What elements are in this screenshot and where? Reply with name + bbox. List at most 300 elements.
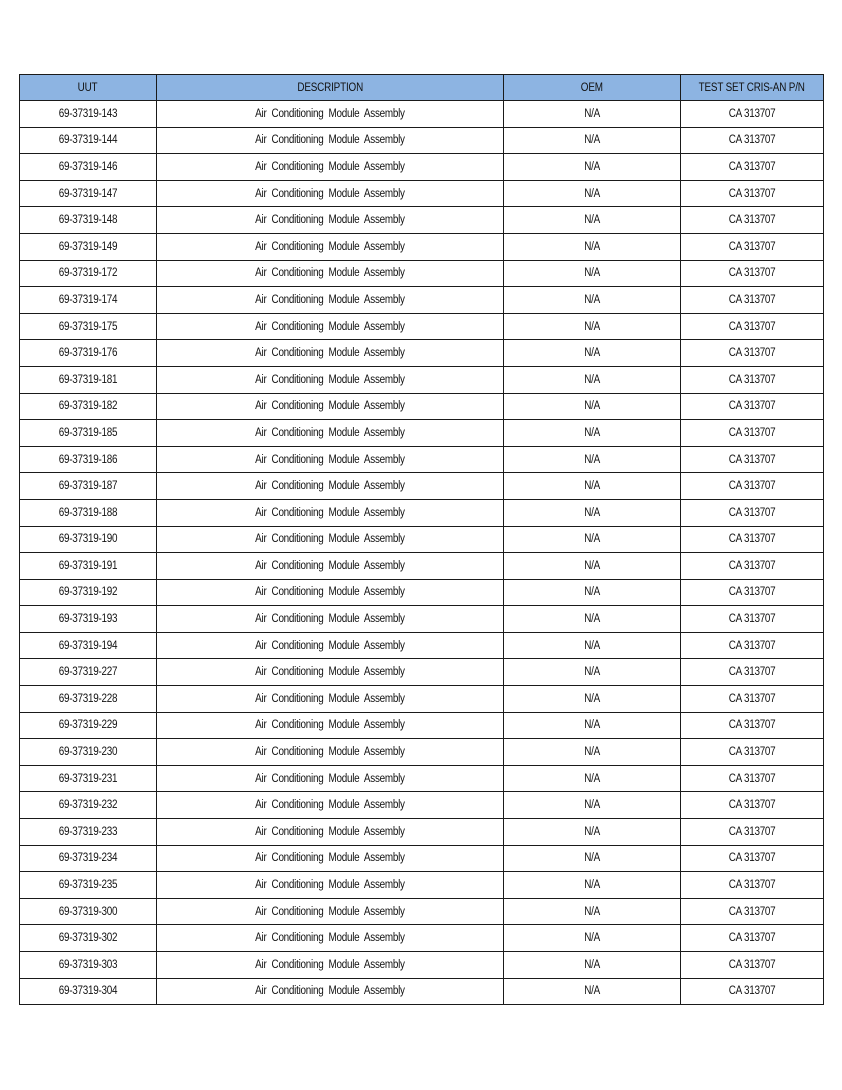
table-row	[20, 473, 824, 500]
uut-cell	[20, 260, 157, 287]
table-row	[20, 978, 824, 1005]
test-set-cell-text: CA 313707	[728, 772, 776, 785]
oem-cell	[504, 233, 681, 260]
oem-cell-text: N/A	[584, 985, 600, 998]
uut-cell	[20, 952, 157, 979]
description-cell	[157, 792, 504, 819]
uut-cell	[20, 739, 157, 766]
uut-cell	[20, 579, 157, 606]
test-set-cell	[681, 686, 824, 713]
description-cell-text: Air Conditioning Module Assembly	[255, 453, 405, 466]
oem-cell-text: N/A	[584, 613, 600, 626]
uut-cell	[20, 792, 157, 819]
description-cell-text: Air Conditioning Module Assembly	[255, 160, 405, 173]
test-set-cell-text: CA 313707	[728, 160, 776, 173]
description-cell-text: Air Conditioning Module Assembly	[255, 825, 405, 838]
oem-cell	[504, 393, 681, 420]
oem-cell-text: N/A	[584, 214, 600, 227]
description-cell	[157, 393, 504, 420]
uut-cell	[20, 765, 157, 792]
oem-cell-text: N/A	[584, 719, 600, 732]
description-cell-text: Air Conditioning Module Assembly	[255, 134, 405, 147]
description-cell	[157, 260, 504, 287]
table-row	[20, 233, 824, 260]
description-cell	[157, 499, 504, 526]
uut-cell-text: 69-37319-144	[58, 134, 118, 147]
test-set-cell-text: CA 313707	[728, 825, 776, 838]
oem-cell	[504, 260, 681, 287]
description-cell	[157, 287, 504, 314]
uut-cell-text: 69-37319-176	[58, 347, 118, 360]
table-header	[20, 75, 824, 101]
test-set-cell	[681, 845, 824, 872]
uut-cell	[20, 606, 157, 633]
uut-cell	[20, 553, 157, 580]
test-set-cell-text: CA 313707	[728, 400, 776, 413]
description-cell	[157, 420, 504, 447]
test-set-cell	[681, 765, 824, 792]
oem-cell-text: N/A	[584, 905, 600, 918]
table-row	[20, 313, 824, 340]
test-set-cell	[681, 526, 824, 553]
oem-cell	[504, 287, 681, 314]
uut-cell	[20, 340, 157, 367]
test-set-cell-text: CA 313707	[728, 639, 776, 652]
test-set-cell	[681, 925, 824, 952]
uut-cell-text: 69-37319-232	[58, 799, 118, 812]
uut-cell	[20, 233, 157, 260]
oem-cell-text: N/A	[584, 293, 600, 306]
description-cell	[157, 765, 504, 792]
test-set-cell-text: CA 313707	[728, 958, 776, 971]
description-cell-text: Air Conditioning Module Assembly	[255, 426, 405, 439]
uut-cell-text: 69-37319-175	[58, 320, 118, 333]
oem-cell-text: N/A	[584, 187, 600, 200]
test-set-cell	[681, 978, 824, 1005]
test-set-cell	[681, 553, 824, 580]
table-row	[20, 739, 824, 766]
oem-cell	[504, 127, 681, 154]
uut-cell-text: 69-37319-149	[58, 240, 118, 253]
oem-cell-text: N/A	[584, 772, 600, 785]
test-set-cell-text: CA 313707	[728, 267, 776, 280]
uut-cell	[20, 686, 157, 713]
description-cell-text: Air Conditioning Module Assembly	[255, 666, 405, 679]
test-set-cell	[681, 101, 824, 128]
uut-cell	[20, 659, 157, 686]
oem-cell	[504, 154, 681, 181]
uut-cell	[20, 420, 157, 447]
oem-cell	[504, 845, 681, 872]
description-cell	[157, 366, 504, 393]
description-cell-text: Air Conditioning Module Assembly	[255, 187, 405, 200]
test-set-cell-text: CA 313707	[728, 453, 776, 466]
oem-cell	[504, 553, 681, 580]
test-set-cell-text: CA 313707	[728, 240, 776, 253]
test-set-cell-text: CA 313707	[728, 107, 776, 120]
test-set-cell	[681, 739, 824, 766]
header-uut-label: UUT	[78, 81, 98, 94]
description-cell	[157, 632, 504, 659]
header-row	[20, 75, 824, 101]
oem-cell-text: N/A	[584, 347, 600, 360]
description-cell	[157, 659, 504, 686]
description-cell	[157, 313, 504, 340]
uut-cell	[20, 393, 157, 420]
description-cell	[157, 340, 504, 367]
oem-cell-text: N/A	[584, 134, 600, 147]
table-row	[20, 606, 824, 633]
description-cell	[157, 845, 504, 872]
oem-cell-text: N/A	[584, 932, 600, 945]
uut-cell	[20, 845, 157, 872]
uut-cell-text: 69-37319-190	[58, 533, 118, 546]
uut-cell-text: 69-37319-191	[58, 559, 118, 572]
test-set-cell-text: CA 313707	[728, 852, 776, 865]
description-cell	[157, 180, 504, 207]
oem-cell	[504, 499, 681, 526]
test-set-cell-text: CA 313707	[728, 347, 776, 360]
oem-cell	[504, 872, 681, 899]
oem-cell-text: N/A	[584, 958, 600, 971]
oem-cell	[504, 819, 681, 846]
oem-cell-text: N/A	[584, 799, 600, 812]
oem-cell	[504, 526, 681, 553]
description-cell	[157, 739, 504, 766]
description-cell-text: Air Conditioning Module Assembly	[255, 400, 405, 413]
oem-cell	[504, 313, 681, 340]
uut-cell-text: 69-37319-234	[58, 852, 118, 865]
uut-cell-text: 69-37319-148	[58, 214, 118, 227]
uut-cell	[20, 127, 157, 154]
test-set-cell-text: CA 313707	[728, 506, 776, 519]
description-cell-text: Air Conditioning Module Assembly	[255, 586, 405, 599]
description-cell	[157, 127, 504, 154]
uut-cell-text: 69-37319-146	[58, 160, 118, 173]
oem-cell	[504, 340, 681, 367]
oem-cell	[504, 952, 681, 979]
oem-cell-text: N/A	[584, 639, 600, 652]
table-row	[20, 154, 824, 181]
uut-cell-text: 69-37319-302	[58, 932, 118, 945]
test-set-cell	[681, 606, 824, 633]
test-set-cell-text: CA 313707	[728, 480, 776, 493]
uut-cell-text: 69-37319-174	[58, 293, 118, 306]
test-set-cell-text: CA 313707	[728, 373, 776, 386]
uut-cell-text: 69-37319-182	[58, 400, 118, 413]
oem-cell	[504, 925, 681, 952]
oem-cell-text: N/A	[584, 533, 600, 546]
uut-cell	[20, 526, 157, 553]
uut-cell	[20, 101, 157, 128]
table-row	[20, 287, 824, 314]
table-row	[20, 845, 824, 872]
uut-cell-text: 69-37319-229	[58, 719, 118, 732]
description-cell-text: Air Conditioning Module Assembly	[255, 958, 405, 971]
table-row	[20, 260, 824, 287]
header-oem	[504, 75, 681, 101]
oem-cell	[504, 446, 681, 473]
test-set-cell	[681, 792, 824, 819]
test-set-cell-text: CA 313707	[728, 719, 776, 732]
oem-cell-text: N/A	[584, 426, 600, 439]
test-set-cell	[681, 473, 824, 500]
test-set-cell-text: CA 313707	[728, 559, 776, 572]
oem-cell-text: N/A	[584, 320, 600, 333]
description-cell	[157, 553, 504, 580]
test-set-cell	[681, 127, 824, 154]
test-set-cell	[681, 154, 824, 181]
oem-cell	[504, 712, 681, 739]
description-cell-text: Air Conditioning Module Assembly	[255, 879, 405, 892]
test-set-cell-text: CA 313707	[728, 214, 776, 227]
test-set-cell	[681, 260, 824, 287]
description-cell-text: Air Conditioning Module Assembly	[255, 719, 405, 732]
description-cell-text: Air Conditioning Module Assembly	[255, 373, 405, 386]
description-cell	[157, 446, 504, 473]
description-cell-text: Air Conditioning Module Assembly	[255, 852, 405, 865]
uut-cell-text: 69-37319-300	[58, 905, 118, 918]
test-set-cell	[681, 180, 824, 207]
oem-cell	[504, 420, 681, 447]
uut-cell-text: 69-37319-304	[58, 985, 118, 998]
description-cell-text: Air Conditioning Module Assembly	[255, 559, 405, 572]
oem-cell-text: N/A	[584, 879, 600, 892]
description-cell	[157, 579, 504, 606]
description-cell-text: Air Conditioning Module Assembly	[255, 692, 405, 705]
oem-cell	[504, 739, 681, 766]
test-set-cell-text: CA 313707	[728, 293, 776, 306]
uut-cell-text: 69-37319-172	[58, 267, 118, 280]
test-set-cell-text: CA 313707	[728, 985, 776, 998]
test-set-cell	[681, 340, 824, 367]
table-row	[20, 180, 824, 207]
table-row	[20, 872, 824, 899]
table-row	[20, 101, 824, 128]
oem-cell-text: N/A	[584, 107, 600, 120]
description-cell	[157, 526, 504, 553]
oem-cell	[504, 898, 681, 925]
uut-cell	[20, 978, 157, 1005]
table-row	[20, 526, 824, 553]
uut-cell-text: 69-37319-187	[58, 480, 118, 493]
oem-cell	[504, 632, 681, 659]
uut-cell-text: 69-37319-233	[58, 825, 118, 838]
test-set-cell-text: CA 313707	[728, 905, 776, 918]
test-set-cell	[681, 446, 824, 473]
table-row	[20, 686, 824, 713]
description-cell-text: Air Conditioning Module Assembly	[255, 506, 405, 519]
parts-table	[19, 74, 824, 1005]
test-set-cell-text: CA 313707	[728, 692, 776, 705]
test-set-cell-text: CA 313707	[728, 666, 776, 679]
description-cell-text: Air Conditioning Module Assembly	[255, 533, 405, 546]
description-cell-text: Air Conditioning Module Assembly	[255, 639, 405, 652]
test-set-cell	[681, 712, 824, 739]
uut-cell	[20, 712, 157, 739]
table-row	[20, 925, 824, 952]
description-cell	[157, 606, 504, 633]
description-cell	[157, 925, 504, 952]
test-set-cell	[681, 207, 824, 234]
description-cell	[157, 473, 504, 500]
test-set-cell-text: CA 313707	[728, 187, 776, 200]
uut-cell	[20, 872, 157, 899]
uut-cell-text: 69-37319-147	[58, 187, 118, 200]
table-body	[20, 101, 824, 1005]
oem-cell-text: N/A	[584, 852, 600, 865]
test-set-cell	[681, 579, 824, 606]
description-cell	[157, 952, 504, 979]
test-set-cell	[681, 287, 824, 314]
header-description	[157, 75, 504, 101]
description-cell-text: Air Conditioning Module Assembly	[255, 347, 405, 360]
table-row	[20, 499, 824, 526]
test-set-cell	[681, 313, 824, 340]
uut-cell	[20, 207, 157, 234]
description-cell-text: Air Conditioning Module Assembly	[255, 107, 405, 120]
oem-cell	[504, 180, 681, 207]
test-set-cell-text: CA 313707	[728, 586, 776, 599]
description-cell	[157, 712, 504, 739]
table-row	[20, 207, 824, 234]
description-cell-text: Air Conditioning Module Assembly	[255, 240, 405, 253]
description-cell-text: Air Conditioning Module Assembly	[255, 772, 405, 785]
uut-cell	[20, 287, 157, 314]
oem-cell-text: N/A	[584, 746, 600, 759]
table-row	[20, 819, 824, 846]
description-cell	[157, 207, 504, 234]
oem-cell	[504, 659, 681, 686]
description-cell	[157, 233, 504, 260]
test-set-cell	[681, 233, 824, 260]
uut-cell	[20, 632, 157, 659]
table-row	[20, 340, 824, 367]
uut-cell-text: 69-37319-194	[58, 639, 118, 652]
uut-cell	[20, 366, 157, 393]
uut-cell	[20, 473, 157, 500]
description-cell-text: Air Conditioning Module Assembly	[255, 985, 405, 998]
description-cell	[157, 154, 504, 181]
test-set-cell	[681, 659, 824, 686]
table-row	[20, 659, 824, 686]
oem-cell	[504, 792, 681, 819]
uut-cell-text: 69-37319-181	[58, 373, 118, 386]
oem-cell-text: N/A	[584, 692, 600, 705]
test-set-cell	[681, 366, 824, 393]
oem-cell-text: N/A	[584, 480, 600, 493]
uut-cell	[20, 499, 157, 526]
description-cell-text: Air Conditioning Module Assembly	[255, 267, 405, 280]
description-cell	[157, 898, 504, 925]
test-set-cell-text: CA 313707	[728, 134, 776, 147]
description-cell-text: Air Conditioning Module Assembly	[255, 214, 405, 227]
uut-cell-text: 69-37319-186	[58, 453, 118, 466]
uut-cell-text: 69-37319-230	[58, 746, 118, 759]
test-set-cell	[681, 632, 824, 659]
description-cell-text: Air Conditioning Module Assembly	[255, 799, 405, 812]
test-set-cell-text: CA 313707	[728, 879, 776, 892]
description-cell	[157, 978, 504, 1005]
description-cell	[157, 686, 504, 713]
oem-cell	[504, 207, 681, 234]
description-cell-text: Air Conditioning Module Assembly	[255, 320, 405, 333]
oem-cell-text: N/A	[584, 400, 600, 413]
table-row	[20, 898, 824, 925]
oem-cell	[504, 686, 681, 713]
test-set-cell-text: CA 313707	[728, 799, 776, 812]
oem-cell-text: N/A	[584, 160, 600, 173]
description-cell-text: Air Conditioning Module Assembly	[255, 746, 405, 759]
uut-cell-text: 69-37319-235	[58, 879, 118, 892]
test-set-cell	[681, 872, 824, 899]
header-test-set	[681, 75, 824, 101]
header-uut	[20, 75, 157, 101]
table-row	[20, 765, 824, 792]
uut-cell-text: 69-37319-192	[58, 586, 118, 599]
uut-cell	[20, 819, 157, 846]
oem-cell-text: N/A	[584, 666, 600, 679]
oem-cell-text: N/A	[584, 559, 600, 572]
table-row	[20, 579, 824, 606]
oem-cell-text: N/A	[584, 825, 600, 838]
uut-cell	[20, 898, 157, 925]
header-description-label: DESCRIPTION	[297, 81, 363, 94]
oem-cell	[504, 978, 681, 1005]
test-set-cell-text: CA 313707	[728, 932, 776, 945]
header-oem-label: OEM	[580, 81, 604, 94]
test-set-cell-text: CA 313707	[728, 746, 776, 759]
test-set-cell-text: CA 313707	[728, 426, 776, 439]
oem-cell-text: N/A	[584, 506, 600, 519]
uut-cell	[20, 180, 157, 207]
test-set-cell	[681, 952, 824, 979]
table-row	[20, 792, 824, 819]
table-row	[20, 553, 824, 580]
uut-cell-text: 69-37319-231	[58, 772, 118, 785]
test-set-cell	[681, 420, 824, 447]
test-set-cell	[681, 499, 824, 526]
oem-cell	[504, 765, 681, 792]
oem-cell-text: N/A	[584, 240, 600, 253]
uut-cell	[20, 446, 157, 473]
table-row	[20, 712, 824, 739]
oem-cell	[504, 101, 681, 128]
test-set-cell	[681, 898, 824, 925]
oem-cell-text: N/A	[584, 586, 600, 599]
header-test-set-label: TEST SET CRIS-AN P/N	[698, 81, 806, 94]
description-cell-text: Air Conditioning Module Assembly	[255, 613, 405, 626]
table-row	[20, 393, 824, 420]
uut-cell-text: 69-37319-185	[58, 426, 118, 439]
table-row	[20, 952, 824, 979]
description-cell-text: Air Conditioning Module Assembly	[255, 905, 405, 918]
table-row	[20, 420, 824, 447]
table-row	[20, 446, 824, 473]
oem-cell	[504, 473, 681, 500]
oem-cell-text: N/A	[584, 373, 600, 386]
table-row	[20, 366, 824, 393]
uut-cell-text: 69-37319-227	[58, 666, 118, 679]
description-cell	[157, 872, 504, 899]
test-set-cell-text: CA 313707	[728, 320, 776, 333]
uut-cell-text: 69-37319-193	[58, 613, 118, 626]
uut-cell-text: 69-37319-188	[58, 506, 118, 519]
description-cell	[157, 101, 504, 128]
description-cell-text: Air Conditioning Module Assembly	[255, 932, 405, 945]
uut-cell	[20, 313, 157, 340]
description-cell	[157, 819, 504, 846]
